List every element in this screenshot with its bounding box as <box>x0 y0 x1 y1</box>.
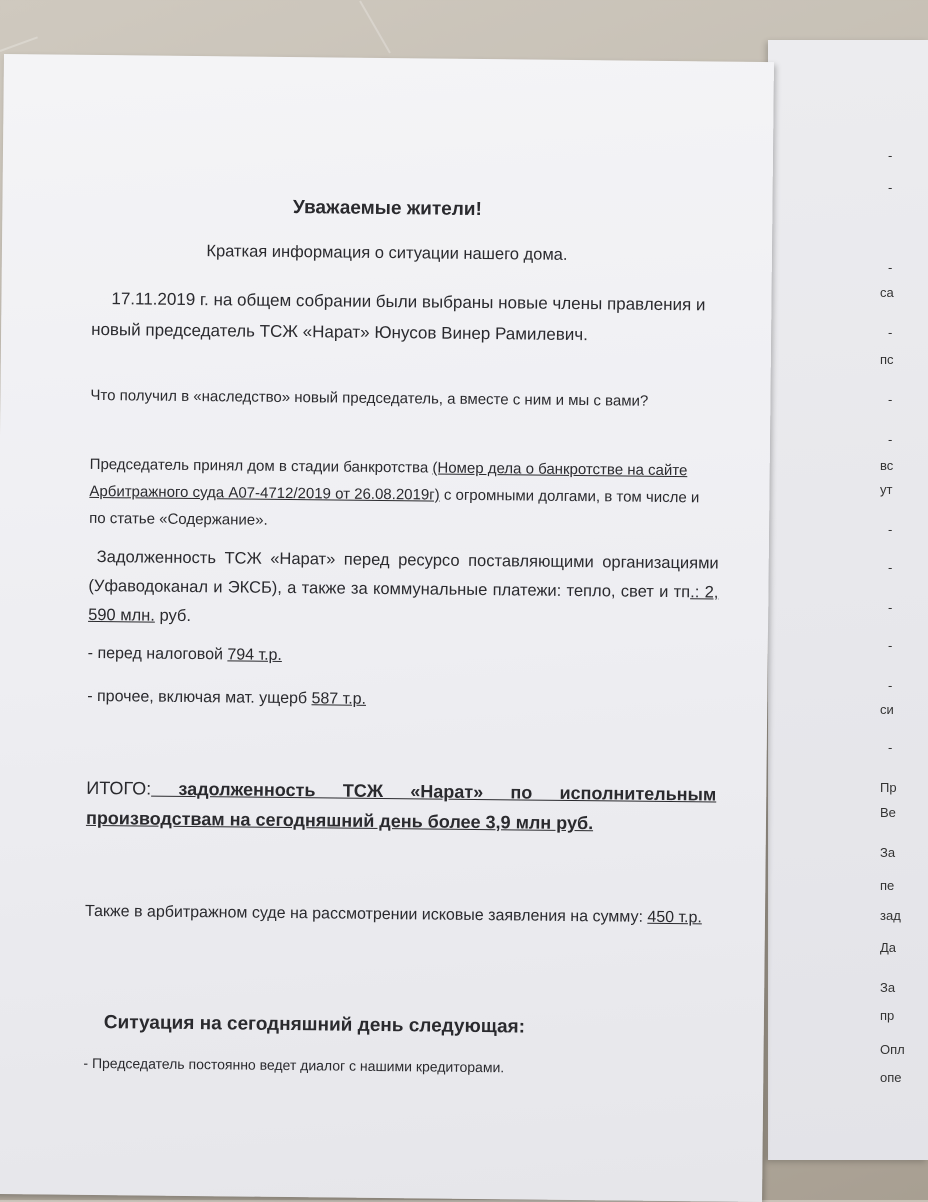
adjacent-sheet-text-fragment: За <box>880 980 896 995</box>
total-text: задолженность ТСЖ «Нарат» по исполнительным производствам на сегодняшний день более 3,9 млн руб. <box>85 778 717 834</box>
paragraph-meeting-text: 17.11.2019 г. на общем собрании были выбраны новые члены правления и новый председатель ТСЖ «Нарат» Юнусов Винер Рамилевич. <box>91 289 706 345</box>
adjacent-sheet-text-fragment: За <box>880 845 896 860</box>
debt-amount: .: 2, 590 млн. <box>88 583 719 625</box>
adjacent-sheet-text-fragment: - <box>888 148 893 163</box>
paragraph-debt <box>88 543 719 637</box>
paragraph-bankruptcy <box>89 451 720 539</box>
court-claims <box>85 897 715 933</box>
adjacent-notice-sheet <box>768 40 928 1160</box>
adjacent-sheet-text-fragment: Да <box>880 940 897 955</box>
adjacent-sheet-text-fragment: - <box>888 638 893 653</box>
adjacent-sheet-text-fragment: си <box>880 702 894 717</box>
bankruptcy-text-end: с огромными долгами, в том числе и по статье «Содержание». <box>89 486 700 529</box>
tax-debt-label: - перед налоговой <box>87 644 228 664</box>
adjacent-sheet-text-fragment: - <box>888 740 893 755</box>
adjacent-sheet-text-fragment: - <box>888 560 893 575</box>
wall-crease <box>359 1 391 54</box>
adjacent-sheet-text-fragment: - <box>888 260 893 275</box>
adjacent-sheet-text-fragment: Ве <box>880 805 896 820</box>
adjacent-sheet-text-fragment: са <box>880 285 894 300</box>
adjacent-sheet-text-fragment: ут <box>880 482 893 497</box>
adjacent-sheet-text-fragment: Пр <box>880 780 897 795</box>
adjacent-sheet-text-fragment: пс <box>880 352 894 367</box>
notice-sheet <box>0 54 774 1202</box>
adjacent-sheet-text-fragment: - <box>888 600 893 615</box>
adjacent-sheet-text-fragment: Опл <box>880 1042 905 1057</box>
bankruptcy-case-reference: (Номер дела о банкротстве на сайте Арбитражного суда А07-4712/2019 от 26.08.2019г) <box>89 459 688 504</box>
other-debt-label: - прочее, включая мат. ущерб <box>87 687 312 708</box>
tax-debt-amount: 794 т.р. <box>227 646 282 664</box>
debt-text-end: руб. <box>154 606 192 625</box>
bankruptcy-text-start: Председатель принял дом в стадии банкротства <box>89 455 433 477</box>
court-claims-text: Также в арбитражном суде на рассмотрении исковые заявления на сумму: <box>84 902 648 926</box>
adjacent-sheet-text-fragment: - <box>888 325 893 340</box>
other-debt-amount: 587 т.р. <box>311 690 367 708</box>
adjacent-sheet-text-fragment: опе <box>880 1070 902 1085</box>
adjacent-sheet-text-fragment: пр <box>880 1008 895 1023</box>
debt-text-start: Задолженность ТСЖ «Нарат» перед ресурсо поставляющими организациями (Уфаводоканал и ЭКСБ), а также за коммунальные платежи: тепло, свет и тп <box>88 547 719 602</box>
adjacent-sheet-text-fragment: - <box>888 678 893 693</box>
wall-crease <box>0 36 38 52</box>
notice-title: Уважаемые жители! <box>292 197 482 221</box>
tax-debt-line <box>88 645 282 665</box>
adjacent-sheet-text-fragment: пе <box>880 878 895 893</box>
adjacent-sheet-text-fragment: - <box>888 180 893 195</box>
situation-bullet: - Председатель постоянно ведет диалог с нашими кредиторами. <box>83 1054 505 1076</box>
adjacent-sheet-text-fragment: зад <box>880 908 901 923</box>
court-claims-amount: 450 т.р. <box>647 908 702 927</box>
adjacent-sheet-text-fragment: - <box>888 522 893 537</box>
adjacent-sheet-text-fragment: вс <box>880 458 894 473</box>
total-debt <box>86 773 717 840</box>
paragraph-meeting <box>91 283 722 352</box>
total-label: ИТОГО: <box>86 777 152 799</box>
situation-heading: Ситуация на сегодняшний день следующая: <box>103 1012 526 1038</box>
other-debt-line <box>87 688 366 709</box>
adjacent-sheet-text-fragment: - <box>888 392 893 407</box>
notice-subtitle: Краткая информация о ситуации нашего дома. <box>206 242 568 264</box>
adjacent-sheet-text-fragment: - <box>888 432 893 447</box>
paragraph-question: Что получил в «наследство» новый председатель, а вместе с ним и мы с вами? <box>90 386 649 410</box>
